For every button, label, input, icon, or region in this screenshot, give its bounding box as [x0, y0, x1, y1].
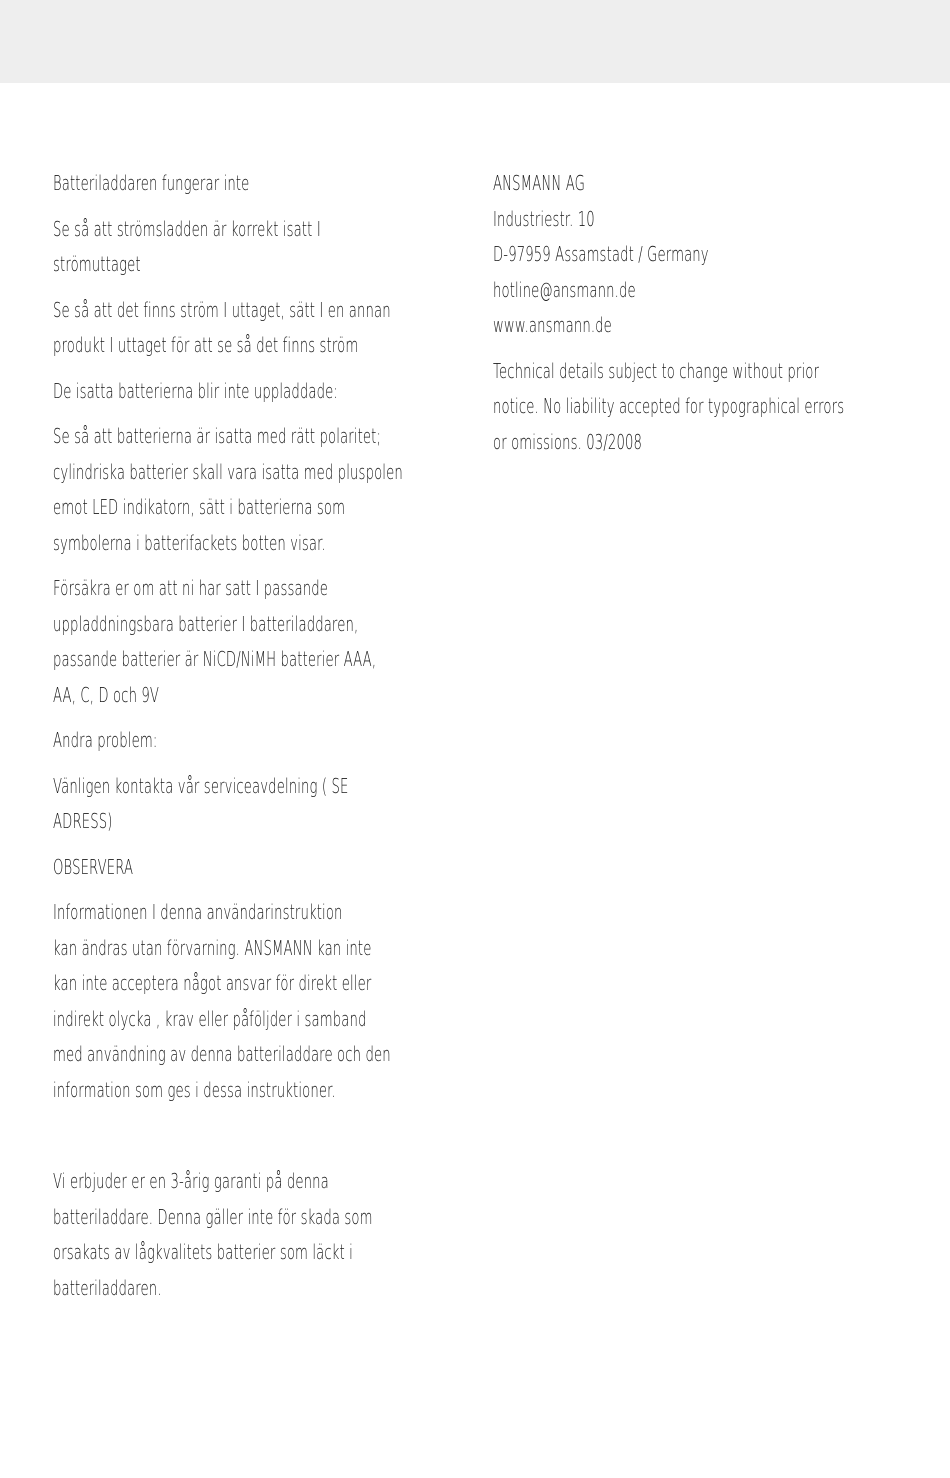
- paragraph-warranty: Vi erbjuder er en 3-årig garanti på denna batteriladdare. Denna gäller inte för skada som orsakats av lågkvalitets batterier som läckt i batteriladdaren.: [53, 1169, 373, 1300]
- left-column: [53, 166, 457, 1316]
- paragraph-contact-service: Vänligen kontakta vår serviceavdelning ( SE ADRESS): [53, 773, 349, 833]
- technical-disclaimer: Technical details subject to change without prior notice. No liability accepted for typographical errors or omissions. 03/2008: [493, 358, 845, 454]
- paragraph-information-notice: Informationen I denna användarinstruktion kan ändras utan förvarning. ANSMANN kan inte kan inte acceptera något ansvar för direkt eller indirekt olycka , krav eller påföljder i samband med användning av denna batteriladdare och den information som ges i dessa instruktioner.: [53, 900, 391, 1102]
- page-header-band: [0, 0, 950, 83]
- heading-not-charging: De isatta batterierna blir inte uppladdade:: [53, 378, 338, 403]
- right-column: [493, 166, 906, 470]
- paragraph-polarity: Se så att batterierna är isatta med rätt polaritet; cylindriska batterier skall vara isatta med pluspolen emot LED indikatorn, sätt i batterierna som symbolerna i batterifackets botten visar.: [53, 424, 403, 555]
- paragraph-battery-types: Försäkra er om att ni har satt I passande uppladdningsbara batterier I batteriladdaren, passande batterier är NiCD/NiMH batterier AAA, AA, C, D och 9V: [53, 576, 377, 707]
- heading-observera: OBSERVERA: [53, 854, 134, 879]
- section-spacer: [53, 1118, 457, 1164]
- heading-other-problems: Andra problem:: [53, 728, 158, 752]
- paragraph-power-cord: Se så att strömsladden är korrekt isatt I strömuttaget: [53, 216, 321, 276]
- heading-charger-not-working: Batteriladdaren fungerar inte: [53, 171, 250, 195]
- company-address: ANSMANN AG Industriestr. 10 D-97959 Assamstadt / Germany hotline@ansmann.de www.ansmann.de: [493, 171, 709, 337]
- paragraph-power-outlet: Se så att det finns ström I uttaget, sätt I en annan produkt I uttaget för att se så det finns ström: [53, 297, 391, 357]
